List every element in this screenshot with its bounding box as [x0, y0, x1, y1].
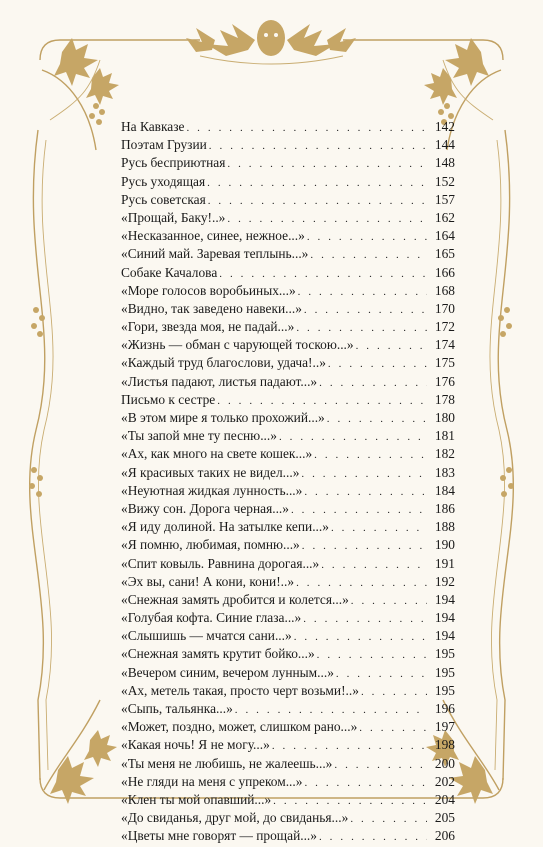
- toc-entry-page-number: 166: [434, 264, 455, 280]
- toc-entry: [121, 300, 455, 318]
- toc-entry-page-number: 196: [434, 701, 455, 716]
- toc-entry-page-number: 184: [434, 482, 455, 498]
- toc-entry-page-number: 144: [434, 137, 455, 153]
- toc-entry-page-number: 182: [434, 446, 455, 462]
- toc-entry: [121, 536, 455, 554]
- toc-entry: [121, 154, 455, 172]
- toc-entry-page-number: 148: [434, 155, 455, 171]
- dot-leader: [319, 374, 427, 392]
- toc-entry: [121, 791, 455, 809]
- toc-entry-title: «Ах, метель такая, просто черт возьми!..»: [121, 682, 359, 698]
- floral-corner-ornament: [42, 38, 119, 150]
- toc-entry-title: «Прощай, Баку!..»: [121, 209, 226, 225]
- toc-entry: [121, 209, 455, 227]
- dot-leader: [317, 646, 427, 664]
- toc-entry-title: «Я помню, любимая, помню...»: [121, 537, 300, 553]
- toc-entry-page-number: 172: [434, 319, 455, 335]
- toc-entry: [121, 282, 455, 300]
- toc-entry-title: «Листья падают, листья падают...»: [121, 373, 318, 389]
- toc-entry: [121, 809, 455, 827]
- toc-entry-page-number: 206: [434, 828, 455, 844]
- toc-entry: [121, 191, 455, 209]
- toc-entry-title: Письмо к сестре: [121, 391, 216, 407]
- toc-entry: [121, 427, 455, 445]
- toc-entry-title: «Ты запой мне ту песню...»: [121, 428, 277, 444]
- toc-entry-page-number: 194: [434, 628, 455, 644]
- toc-entry: [121, 173, 455, 191]
- toc-entry-title: Собаке Качалова: [121, 264, 218, 280]
- toc-entry-title: Русь бесприютная: [121, 155, 226, 171]
- toc-entry-title: «Эх вы, сани! А кони, кони!..»: [121, 573, 295, 589]
- dot-leader: [279, 428, 427, 446]
- dot-leader: [331, 519, 427, 537]
- toc-entry-title: «Ах, как много на свете кошек...»: [121, 446, 313, 462]
- toc-entry-title: «Спит ковыль. Равнина дорогая...»: [121, 555, 320, 571]
- toc-entry-title: «Каждый труд благослови, удача!..»: [121, 355, 326, 371]
- dot-leader: [227, 155, 427, 173]
- toc-entry-page-number: 165: [434, 246, 455, 262]
- leaf-garland-ornament: [186, 20, 356, 64]
- dot-leader: [327, 410, 427, 428]
- dot-leader: [356, 337, 427, 355]
- dot-leader: [304, 483, 427, 501]
- toc-entry-page-number: 202: [434, 773, 455, 789]
- dot-leader: [207, 174, 427, 192]
- toc-entry: [121, 482, 455, 500]
- toc-entry-page-number: 142: [434, 119, 455, 134]
- toc-entry-title: «Я красивых таких не видел...»: [121, 464, 300, 480]
- toc-entry: [121, 773, 455, 791]
- toc-entry: [121, 736, 455, 754]
- toc-entry-title: «Я иду долиной. На затылке кепи...»: [121, 519, 329, 535]
- toc-entry-page-number: 194: [434, 591, 455, 607]
- toc-entry: [121, 318, 455, 336]
- dot-leader: [351, 592, 427, 610]
- toc-entry-page-number: 181: [434, 428, 455, 444]
- toc-entry-page-number: 180: [434, 410, 455, 425]
- toc-entry: [121, 664, 455, 682]
- toc-entry-page-number: 192: [434, 573, 455, 589]
- toc-entry: [121, 755, 455, 773]
- toc-entry-title: «Видно, так заведено навеки...»: [121, 300, 302, 316]
- toc-entry-title: «Вижу сон. Дорога черная...»: [121, 500, 289, 516]
- toc-entry: [121, 227, 455, 245]
- toc-entry-title: «Сыпь, тальянка...»: [121, 701, 233, 716]
- toc-entry-page-number: 188: [434, 519, 455, 535]
- toc-entry-page-number: 178: [434, 391, 455, 407]
- toc-entry: [121, 555, 455, 573]
- toc-entry-title: «В этом мире я только прохожий...»: [121, 410, 325, 425]
- toc-entry: [121, 645, 455, 663]
- toc-entry-title: «Море голосов воробьиных...»: [121, 282, 296, 298]
- toc-entry-page-number: 190: [434, 537, 455, 553]
- toc-entry-title: Русь уходящая: [121, 173, 206, 189]
- toc-entry: [121, 336, 455, 354]
- toc-entry: [121, 264, 455, 282]
- dot-leader: [273, 792, 427, 810]
- toc-entry-page-number: 168: [434, 282, 455, 298]
- toc-entry-page-number: 205: [434, 810, 455, 826]
- toc-entry: [121, 627, 455, 645]
- toc-entry-page-number: 195: [434, 682, 455, 698]
- toc-entry-title: «Снежная замять крутит бойко...»: [121, 646, 315, 662]
- toc-entry-page-number: 197: [434, 719, 455, 735]
- toc-entry-page-number: 164: [434, 228, 455, 244]
- toc-entry-page-number: 170: [434, 300, 455, 316]
- toc-entry: [121, 464, 455, 482]
- dot-leader: [294, 628, 427, 646]
- dot-leader: [350, 810, 427, 828]
- toc-entry-page-number: 204: [434, 791, 455, 807]
- dot-leader: [310, 246, 427, 264]
- toc-entry-title: Поэтам Грузии: [121, 137, 207, 153]
- dot-leader: [321, 556, 427, 574]
- dot-leader: [219, 265, 427, 283]
- toc-entry-title: «Цветы мне говорят — прощай...»: [121, 828, 317, 844]
- toc-entry-title: «Голубая кофта. Синие глаза...»: [121, 610, 302, 626]
- toc-entry-title: На Кавказе: [121, 119, 185, 134]
- dot-leader: [307, 228, 427, 246]
- table-of-contents: [121, 118, 455, 846]
- toc-entry-title: «Ты меня не любишь, не жалеешь...»: [121, 755, 333, 771]
- toc-entry-page-number: 195: [434, 646, 455, 662]
- toc-entry: [121, 373, 455, 391]
- dot-leader: [208, 192, 427, 210]
- dot-leader: [291, 501, 427, 519]
- toc-entry-page-number: 162: [434, 209, 455, 225]
- dot-leader: [209, 137, 427, 155]
- toc-entry-page-number: 200: [434, 755, 455, 771]
- toc-entry-page-number: 195: [434, 664, 455, 680]
- dot-leader: [186, 119, 427, 137]
- dot-leader: [303, 610, 427, 628]
- toc-entry-title: «Неуютная жидкая лунность...»: [121, 482, 303, 498]
- toc-entry-title: «Вечером синим, вечером лунным...»: [121, 664, 334, 680]
- toc-entry-title: «Какая ночь! Я не могу...»: [121, 737, 270, 753]
- toc-entry: [121, 682, 455, 700]
- dot-leader: [361, 683, 427, 701]
- toc-entry: [121, 245, 455, 263]
- toc-entry-page-number: 157: [434, 191, 455, 207]
- floral-corner-ornament: [44, 700, 117, 804]
- berry-cluster-right: [498, 307, 514, 497]
- toc-entry: [121, 718, 455, 736]
- toc-entry-page-number: 152: [434, 173, 455, 189]
- toc-entry: [121, 518, 455, 536]
- dot-leader: [296, 574, 427, 592]
- dot-leader: [334, 756, 427, 774]
- berry-cluster-left: [29, 307, 45, 497]
- toc-entry: [121, 827, 455, 845]
- dot-leader: [302, 537, 427, 555]
- toc-entry-title: «Жизнь — обман с чарующей тоскою...»: [121, 337, 354, 353]
- toc-entry: [121, 573, 455, 591]
- toc-entry-page-number: 176: [434, 373, 455, 389]
- toc-entry-title: «До свиданья, друг мой, до свиданья...»: [121, 810, 349, 826]
- toc-entry-page-number: 186: [434, 500, 455, 516]
- toc-entry-title: «Слышишь — мчатся сани...»: [121, 628, 292, 644]
- toc-entry-page-number: 175: [434, 355, 455, 371]
- toc-entry-page-number: 183: [434, 464, 455, 480]
- dot-leader: [304, 301, 427, 319]
- dot-leader: [328, 355, 427, 373]
- dot-leader: [217, 392, 427, 410]
- toc-entry-title: «Клен ты мой опавший...»: [121, 791, 272, 807]
- toc-entry-title: «Не гляди на меня с упреком...»: [121, 773, 303, 789]
- toc-entry: [121, 609, 455, 627]
- dot-leader: [235, 701, 427, 719]
- toc-entry: [121, 354, 455, 372]
- dot-leader: [319, 828, 427, 846]
- dot-leader: [227, 210, 427, 228]
- toc-entry: [121, 136, 455, 154]
- toc-entry-page-number: 194: [434, 610, 455, 626]
- toc-entry: [121, 591, 455, 609]
- toc-entry: [121, 118, 455, 136]
- dot-leader: [336, 665, 427, 683]
- dot-leader: [314, 446, 427, 464]
- toc-entry: [121, 500, 455, 518]
- dot-leader: [304, 774, 427, 792]
- dot-leader: [296, 319, 427, 337]
- toc-entry-title: «Снежная замять дробится и колется...»: [121, 591, 349, 607]
- dot-leader: [272, 737, 427, 755]
- toc-entry-title: «Может, поздно, может, слишком рано...»: [121, 719, 358, 735]
- dot-leader: [359, 719, 427, 737]
- toc-entry-page-number: 198: [434, 737, 455, 753]
- dot-leader: [298, 283, 427, 301]
- dot-leader: [301, 465, 427, 483]
- toc-entry: [121, 700, 455, 718]
- toc-entry-title: «Гори, звезда моя, не падай...»: [121, 319, 295, 335]
- toc-entry: [121, 409, 455, 427]
- toc-entry-title: «Синий май. Заревая теплынь...»: [121, 246, 309, 262]
- toc-entry-page-number: 174: [434, 337, 455, 353]
- toc-entry-title: «Несказанное, синее, нежное...»: [121, 228, 305, 244]
- toc-entry-page-number: 191: [434, 555, 455, 571]
- toc-entry-title: Русь советская: [121, 191, 206, 207]
- toc-entry: [121, 391, 455, 409]
- toc-entry: [121, 445, 455, 463]
